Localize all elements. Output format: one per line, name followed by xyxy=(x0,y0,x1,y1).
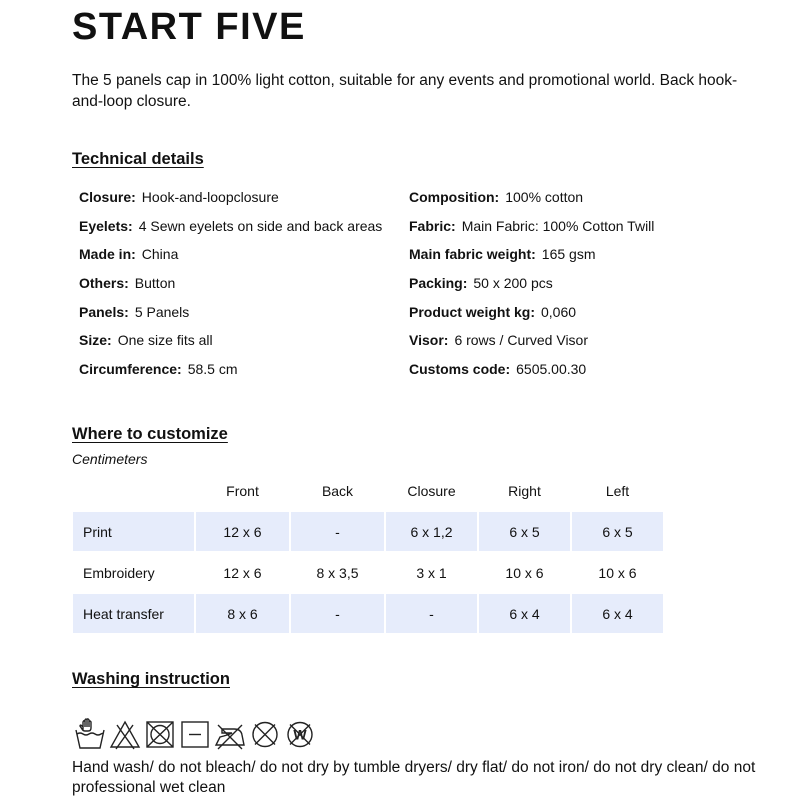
technical-details-left-column xyxy=(79,183,382,384)
detail-value: One size fits all xyxy=(117,332,213,349)
table-row xyxy=(73,512,663,551)
table-cell: 3 x 1 xyxy=(416,564,447,581)
units-caption: Centimeters xyxy=(72,451,148,467)
detail-circumference xyxy=(79,355,382,384)
do-not-tumble-dry-icon xyxy=(144,716,176,752)
detail-size xyxy=(79,326,382,355)
column-header: Right xyxy=(508,483,541,499)
detail-label: Circumference: xyxy=(79,361,182,378)
table-cell: 6 x 5 xyxy=(479,512,570,551)
do-not-dry-clean-icon xyxy=(249,716,281,752)
detail-value: 0,060 xyxy=(541,303,577,320)
detail-closure xyxy=(79,183,382,212)
detail-label: Panels: xyxy=(79,303,129,320)
table-cell: 8 x 6 xyxy=(196,594,289,633)
table-cell: 12 x 6 xyxy=(223,564,262,581)
detail-label: Visor: xyxy=(409,332,449,349)
detail-panels xyxy=(79,298,382,327)
table-cell: 6 x 4 xyxy=(572,594,663,633)
detail-others xyxy=(79,269,382,298)
detail-main-fabric-weight xyxy=(409,240,654,269)
washing-instruction-text: Hand wash/ do not bleach/ do not dry by tumble dryers/ dry flat/ do not iron/ do not dry clean/ do not professional wet clean xyxy=(72,759,756,796)
table-cell: 6 x 1,2 xyxy=(386,512,477,551)
column-header: Left xyxy=(605,483,630,499)
detail-label: Closure: xyxy=(79,189,136,205)
technical-details-right-column xyxy=(409,183,654,384)
detail-value: 6505.00.30 xyxy=(516,361,587,378)
detail-value: Hook-and-loopclosure xyxy=(141,189,279,205)
detail-label: Fabric: xyxy=(409,217,456,234)
detail-value: China xyxy=(141,246,179,263)
detail-value: Main Fabric: 100% Cotton Twill xyxy=(461,217,655,234)
detail-composition xyxy=(409,183,654,212)
detail-label: Packing: xyxy=(409,275,468,292)
do-not-bleach-icon xyxy=(109,716,141,752)
table-cell: 6 x 5 xyxy=(572,512,663,551)
detail-label: Composition: xyxy=(409,189,500,205)
washing-instruction-heading: Washing instruction xyxy=(72,670,230,688)
table-cell: 8 x 3,5 xyxy=(316,564,359,581)
table-cell: 10 x 6 xyxy=(505,564,544,581)
detail-fabric xyxy=(409,212,654,241)
detail-value: 6 rows / Curved Visor xyxy=(454,332,589,349)
column-header: Front xyxy=(226,483,259,499)
detail-value: 50 x 200 pcs xyxy=(473,275,553,292)
table-row xyxy=(73,553,663,592)
detail-label: Main fabric weight: xyxy=(409,246,536,263)
detail-packing xyxy=(409,269,654,298)
table-cell: 6 x 4 xyxy=(479,594,570,633)
care-symbols xyxy=(74,716,316,752)
detail-product-weight xyxy=(409,298,654,327)
detail-label: Others: xyxy=(79,275,129,292)
detail-value: 100% cotton xyxy=(505,189,584,205)
table-row xyxy=(73,594,663,633)
detail-value: 165 gsm xyxy=(541,246,596,263)
customization-table xyxy=(71,470,665,635)
detail-customs-code xyxy=(409,355,654,384)
detail-label: Made in: xyxy=(79,246,136,263)
row-label: Embroidery xyxy=(83,564,155,581)
column-header: Back xyxy=(321,483,354,499)
column-header xyxy=(73,472,194,510)
detail-value: 4 Sewn eyelets on side and back areas xyxy=(138,217,383,234)
do-not-iron-icon xyxy=(214,716,246,752)
detail-eyelets xyxy=(79,212,382,241)
detail-value: Button xyxy=(134,275,176,292)
table-cell: - xyxy=(291,594,384,633)
product-title: START FIVE xyxy=(72,6,306,48)
table-cell: - xyxy=(291,512,384,551)
table-header-row xyxy=(73,472,663,510)
column-header: Closure xyxy=(407,483,456,499)
detail-visor xyxy=(409,326,654,355)
where-to-customize-heading: Where to customize xyxy=(72,425,228,443)
detail-value: 5 Panels xyxy=(134,303,190,320)
detail-label: Customs code: xyxy=(409,361,511,378)
detail-made-in xyxy=(79,240,382,269)
detail-value: 58.5 cm xyxy=(187,361,238,378)
table-cell: 12 x 6 xyxy=(196,512,289,551)
row-label: Heat transfer xyxy=(73,594,194,633)
product-description: The 5 panels cap in 100% light cotton, suitable for any events and promotional world. Back hook-and-loop closure. xyxy=(72,72,738,110)
technical-details-heading: Technical details xyxy=(72,150,204,168)
row-label: Print xyxy=(73,512,194,551)
dry-flat-icon xyxy=(179,716,211,752)
do-not-wet-clean-icon xyxy=(284,716,316,752)
detail-label: Size: xyxy=(79,332,112,349)
table-cell: - xyxy=(386,594,477,633)
hand-wash-icon xyxy=(74,716,106,752)
table-cell: 10 x 6 xyxy=(598,564,637,581)
detail-label: Eyelets: xyxy=(79,217,133,234)
wet-clean-letter: W xyxy=(293,726,307,743)
detail-label: Product weight kg: xyxy=(409,303,535,320)
